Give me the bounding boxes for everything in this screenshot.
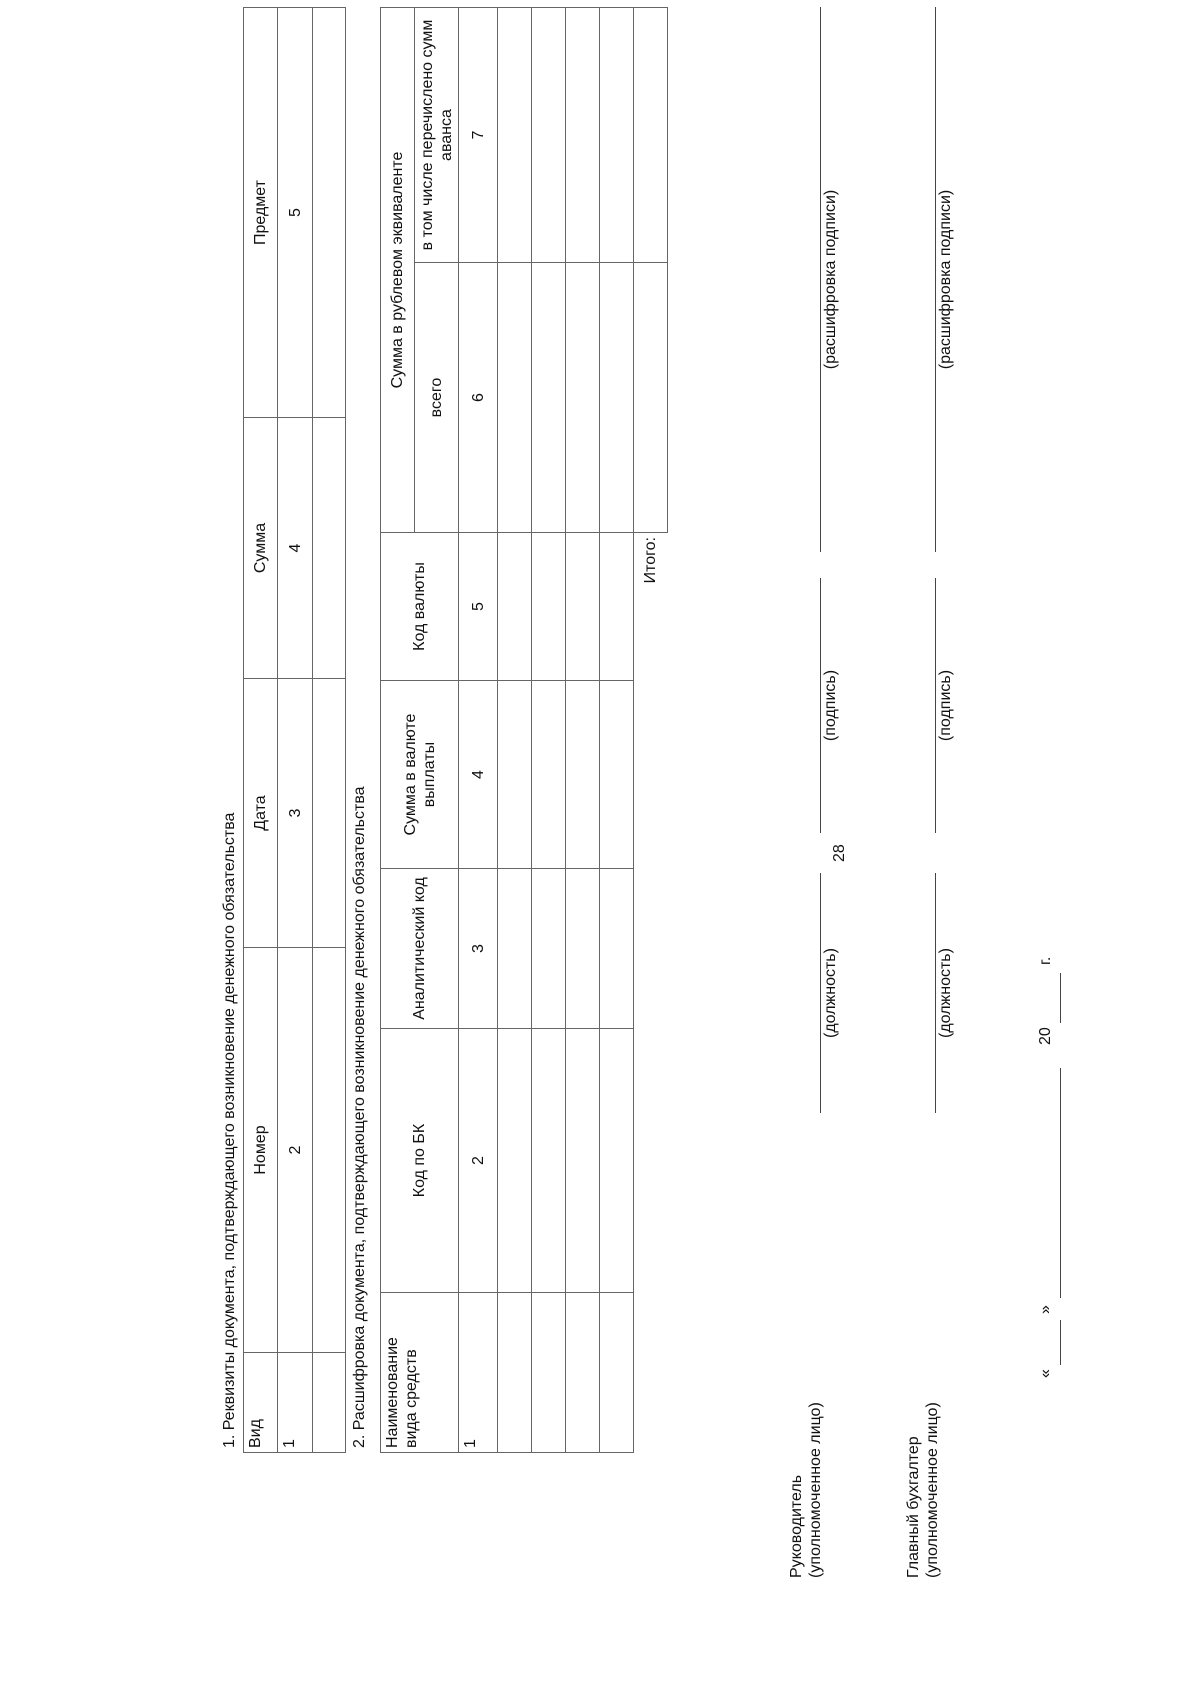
- section2-table: [380, 7, 668, 1453]
- colnum-3: 3: [459, 869, 498, 1029]
- table-row: [566, 8, 600, 1453]
- header-sum-currency: Сумма в валюте выплаты: [381, 681, 459, 869]
- colnum-2: 2: [278, 948, 313, 1353]
- header-currency-code: Код валюты: [381, 533, 459, 681]
- colnum-1: 1: [459, 1293, 498, 1453]
- accountant-label-note: (уполномоченное лицо): [924, 1402, 941, 1578]
- total-label: Итого:: [634, 533, 668, 681]
- table-row: [498, 8, 532, 1453]
- header-bk-code: Код по БК: [381, 1029, 459, 1293]
- colnum-4: 4: [459, 681, 498, 869]
- colnum-5: 5: [278, 8, 313, 418]
- date-year-prefix: 20: [1037, 1027, 1054, 1045]
- header-total: всего: [415, 263, 459, 533]
- date-year-line: [1060, 973, 1061, 1023]
- head-signature-line: [820, 578, 821, 833]
- head-decoding-caption: (расшифровка подписи): [822, 189, 839, 370]
- header-summa: Сумма: [244, 418, 278, 679]
- table-row: [532, 8, 566, 1453]
- date-open-quote: «: [1037, 1369, 1054, 1378]
- colnum-1: 1: [278, 1353, 313, 1453]
- header-advance: в том числе перечислено сумм аванса: [415, 8, 459, 263]
- accountant-decoding-line: [935, 7, 936, 552]
- header-data: Дата: [244, 679, 278, 948]
- head-position-line: [820, 873, 821, 1113]
- head-position-caption: (должность): [822, 948, 839, 1038]
- accountant-position-caption: (должность): [937, 948, 954, 1038]
- colnum-3: 3: [278, 679, 313, 948]
- section1-table: [243, 7, 346, 1453]
- colnum-4: 4: [278, 418, 313, 679]
- header-rub-equivalent: Сумма в рублевом эквиваленте: [381, 8, 415, 533]
- accountant-decoding-caption: (расшифровка подписи): [937, 189, 954, 370]
- header-vid: Вид: [244, 1353, 278, 1453]
- head-label-note: (уполномоченное лицо): [807, 1402, 824, 1578]
- header-fund-type: Наименование вида средств: [381, 1293, 459, 1453]
- section2-title: 2. Расшифровка документа, подтверждающего возникновение денежного обязательства: [351, 786, 368, 1448]
- head-signature-caption: (подпись): [822, 669, 839, 742]
- colnum-2: 2: [459, 1029, 498, 1293]
- total-row: [634, 8, 668, 1453]
- head-decoding-line: [820, 7, 821, 552]
- section1-title: 1. Реквизиты документа, подтверждающего возникновение денежного обязательства: [221, 812, 238, 1448]
- head-label: Руководитель: [788, 1474, 805, 1578]
- header-predmet: Предмет: [244, 8, 278, 418]
- date-day-line: [1060, 1320, 1061, 1365]
- header-analytic-code: Аналитический код: [381, 869, 459, 1029]
- header-nomer: Номер: [244, 948, 278, 1353]
- colnum-5: 5: [459, 533, 498, 681]
- table-row: [313, 8, 346, 1453]
- accountant-signature-line: [935, 578, 936, 833]
- table-row: [600, 8, 634, 1453]
- date-month-line: [1060, 1068, 1061, 1298]
- colnum-7: 7: [459, 8, 498, 263]
- date-close-quote: »: [1037, 1305, 1054, 1314]
- accountant-label: Главный бухгалтер: [905, 1436, 922, 1578]
- colnum-6: 6: [459, 263, 498, 533]
- accountant-signature-caption: (подпись): [937, 669, 954, 742]
- accountant-position-line: [935, 873, 936, 1113]
- page-number: 28: [831, 844, 848, 862]
- date-year-suffix: г.: [1037, 956, 1054, 965]
